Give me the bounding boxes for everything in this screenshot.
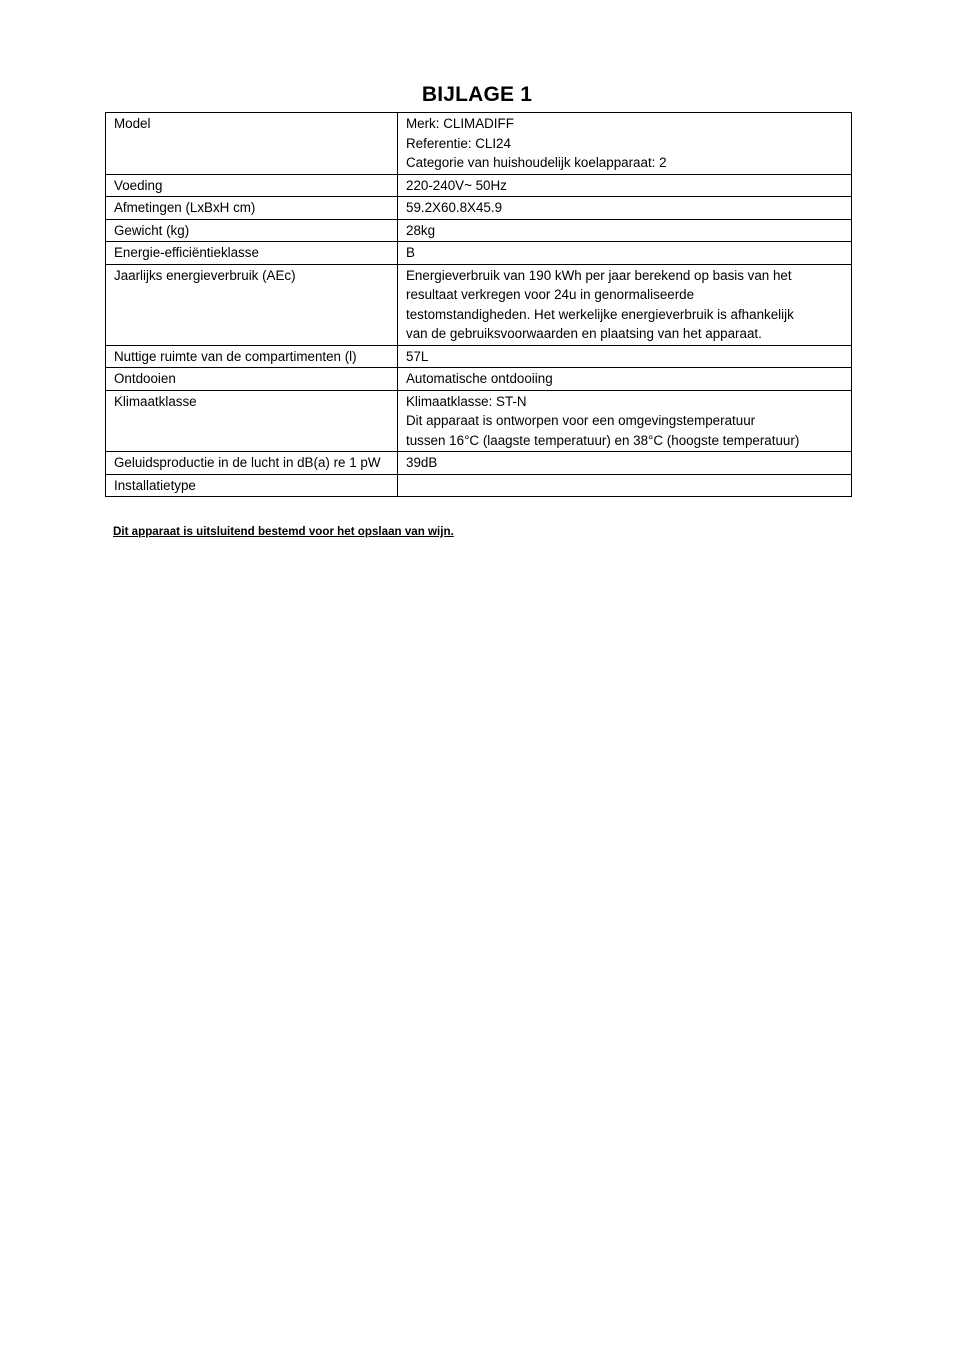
row-label: Nuttige ruimte van de compartimenten (l) — [106, 345, 398, 368]
row-label: Voeding — [106, 174, 398, 197]
page-title: BIJLAGE 1 — [421, 83, 533, 106]
row-label: Jaarlijks energieverbruik (AEc) — [106, 264, 398, 345]
table-row-ontdooien — [106, 368, 852, 391]
table-row-afmetingen — [106, 197, 852, 220]
row-label: Afmetingen (LxBxH cm) — [106, 197, 398, 220]
row-value: Merk: CLIMADIFF Referentie: CLI24 Categorie van huishoudelijk koelapparaat: 2 — [398, 113, 852, 175]
table-row-energieklasse — [106, 242, 852, 265]
table-row-installatietype — [106, 474, 852, 497]
row-value: Automatische ontdooiing — [398, 368, 852, 391]
row-label: Model — [106, 113, 398, 175]
row-label: Energie-efficiëntieklasse — [106, 242, 398, 265]
table-row-energieverbruik — [106, 264, 852, 345]
table-row-geluidsproductie — [106, 452, 852, 475]
row-value: Energieverbruik van 190 kWh per jaar berekend op basis van het resultaat verkregen voor 24u in genormaliseerde testomstandigheden. Het werkelijke energieverbruik is afhankelijk van de gebruiksvoorwaarden en plaatsing van het apparaat. — [398, 264, 852, 345]
row-value: Klimaatklasse: ST-N Dit apparaat is ontworpen voor een omgevingstemperatuur tussen 16°C (laagste temperatuur) en 38°C (hoogste temperatuur) — [398, 390, 852, 452]
row-value: 28kg — [398, 219, 852, 242]
row-label: Klimaatklasse — [106, 390, 398, 452]
row-label: Gewicht (kg) — [106, 219, 398, 242]
row-value: 39dB — [398, 452, 852, 475]
table-row-voeding — [106, 174, 852, 197]
table-row-nuttige-ruimte — [106, 345, 852, 368]
table-row-model — [106, 113, 852, 175]
row-label: Geluidsproductie in de lucht in dB(a) re 1 pW — [106, 452, 398, 475]
footnote: Dit apparaat is uitsluitend bestemd voor het opslaan van wijn. — [113, 525, 454, 538]
row-label: Ontdooien — [106, 368, 398, 391]
row-value — [398, 474, 852, 497]
table-row-klimaatklasse — [106, 390, 852, 452]
row-value: 59.2X60.8X45.9 — [398, 197, 852, 220]
row-value: 57L — [398, 345, 852, 368]
row-label: Installatietype — [106, 474, 398, 497]
specification-table — [105, 112, 852, 497]
table-row-gewicht — [106, 219, 852, 242]
row-value: 220-240V~ 50Hz — [398, 174, 852, 197]
row-value: B — [398, 242, 852, 265]
